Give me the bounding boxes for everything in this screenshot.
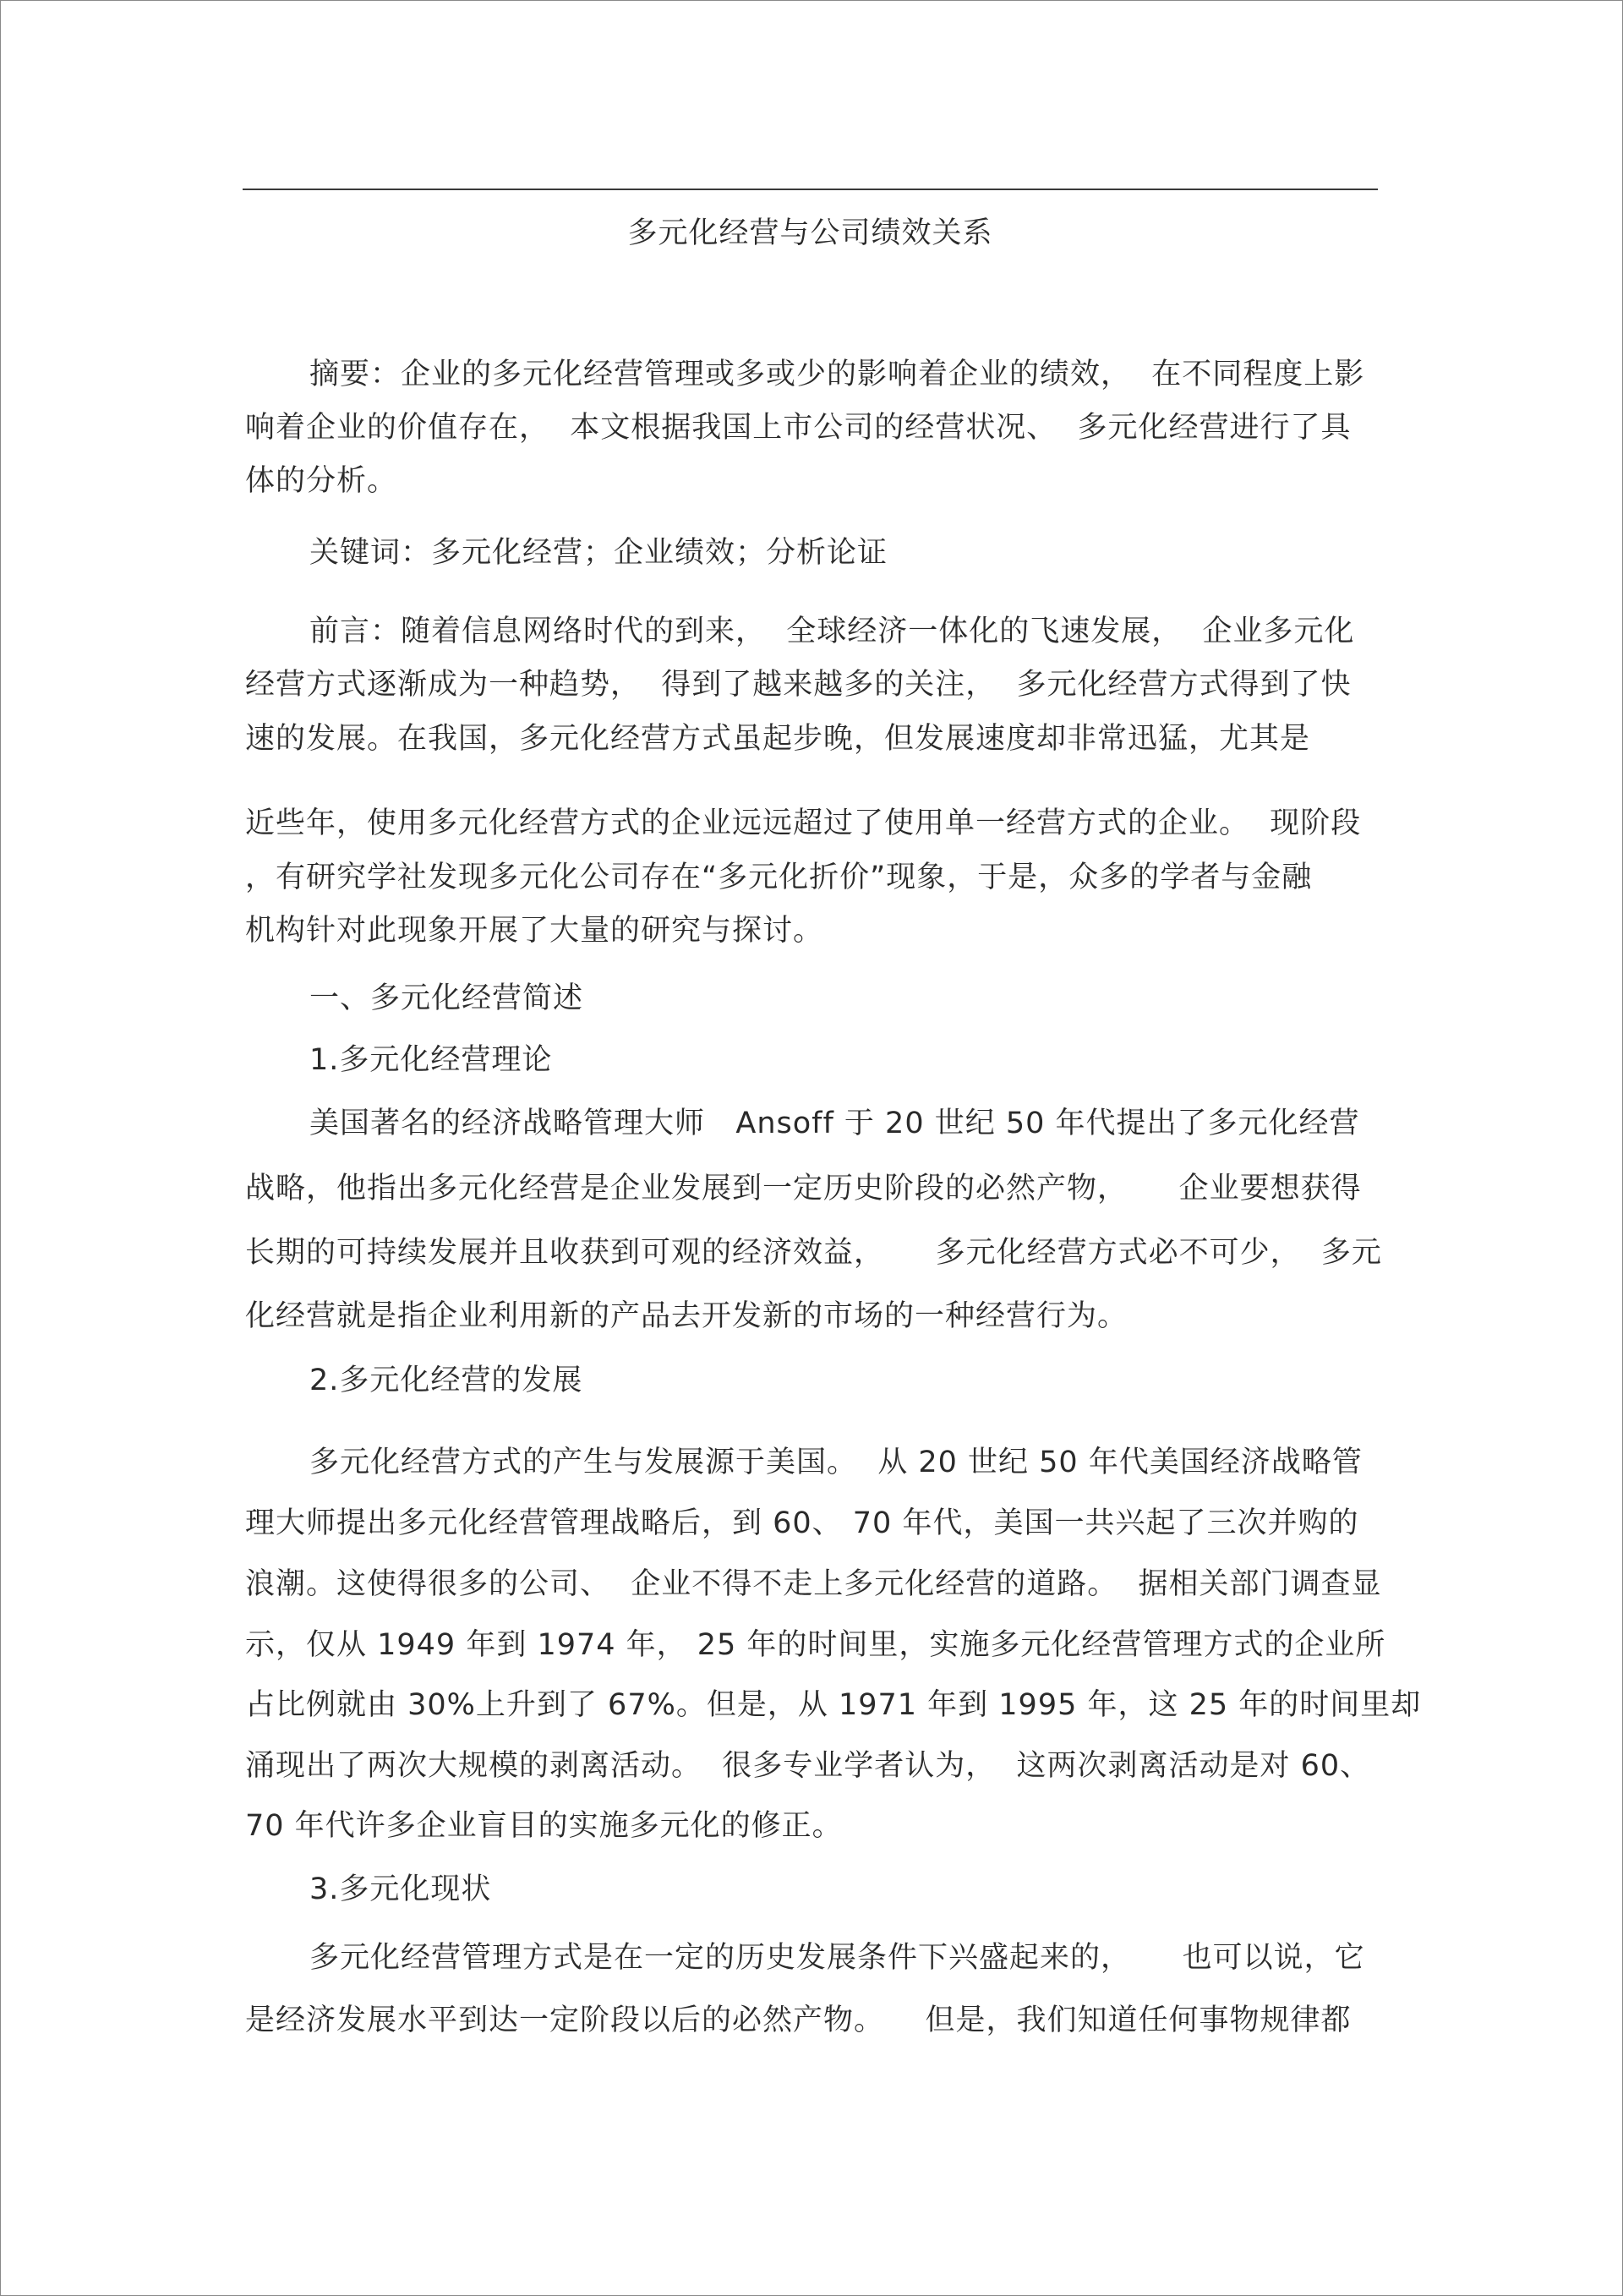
development-line-5: 占比例就由 30%上升到了 67%。但是，从 1971 年到 1995 年，这 25 年的时间里却 [245,1688,1422,1722]
theory-line-2: 战略，他指出多元化经营是企业发展到一定历史阶段的必然产物， 企业要想获得 [245,1172,1362,1205]
preface-line-5: ，有研究学社发现多元化公司存在“多元化折价”现象，于是，众多的学者与金融 [245,861,1313,894]
theory-line-1: 美国著名的经济战略管理大师 Ansoff 于 20 世纪 50 年代提出了多元化经营 [309,1107,1360,1140]
keywords-line: 关键词：多元化经营；企业绩效；分析论证 [309,536,888,570]
development-line-1: 多元化经营方式的产生与发展源于美国。 从 20 世纪 50 年代美国经济战略管 [309,1446,1363,1479]
theory-line-3: 长期的可持续发展并且收获到可观的经济效益， 多元化经营方式必不可少， 多元 [245,1236,1382,1270]
status-line-1: 多元化经营管理方式是在一定的历史发展条件下兴盛起来的， 也可以说，它 [309,1941,1365,1975]
abstract-line-1: 摘要：企业的多元化经营管理或多或少的影响着企业的绩效， 在不同程度上影 [309,358,1365,391]
section-heading-1: 一、多元化经营简述 [309,981,584,1015]
preface-line-4: 近些年，使用多元化经营方式的企业远远超过了使用单一经营方式的企业。 现阶段 [245,806,1362,840]
abstract-line-2: 响着企业的价值存在， 本文根据我国上市公司的经营状况、 多元化经营进行了具 [245,411,1352,445]
subsection-heading-1-3: 3.多元化现状 [309,1872,492,1906]
development-line-2: 理大师提出多元化经营管理战略后，到 60、 70 年代，美国一共兴起了三次并购的 [245,1506,1359,1540]
header-rule [243,189,1378,190]
preface-line-6: 机构针对此现象开展了大量的研究与探讨。 [245,914,824,948]
development-line-7: 70 年代许多企业盲目的实施多元化的修正。 [245,1809,843,1843]
preface-line-2: 经营方式逐渐成为一种趋势， 得到了越来越多的关注， 多元化经营方式得到了快 [245,668,1352,702]
development-line-3: 浪潮。这使得很多的公司、 企业不得不走上多元化经营的道路。 据相关部门调查显 [245,1567,1382,1601]
subsection-heading-1-2: 2.多元化经营的发展 [309,1364,583,1397]
abstract-line-3: 体的分析。 [245,464,398,498]
development-line-6: 涌现出了两次大规模的剥离活动。 很多专业学者认为， 这两次剥离活动是对 60、 [245,1749,1371,1783]
preface-line-1: 前言：随着信息网络时代的到来， 全球经济一体化的飞速发展， 企业多元化 [309,615,1355,648]
document-title: 多元化经营与公司绩效关系 [627,216,993,250]
subsection-heading-1-1: 1.多元化经营理论 [309,1043,553,1077]
development-line-4: 示，仅从 1949 年到 1974 年， 25 年的时间里，实施多元化经营管理方式的企业所 [245,1628,1386,1662]
theory-line-4: 化经营就是指企业利用新的产品去开发新的市场的一种经营行为。 [245,1299,1128,1333]
preface-line-3: 速的发展。在我国，多元化经营方式虽起步晚，但发展速度却非常迅猛，尤其是 [245,722,1311,756]
status-line-2: 是经济发展水平到达一定阶段以后的必然产物。 但是，我们知道任何事物规律都 [245,2004,1352,2037]
